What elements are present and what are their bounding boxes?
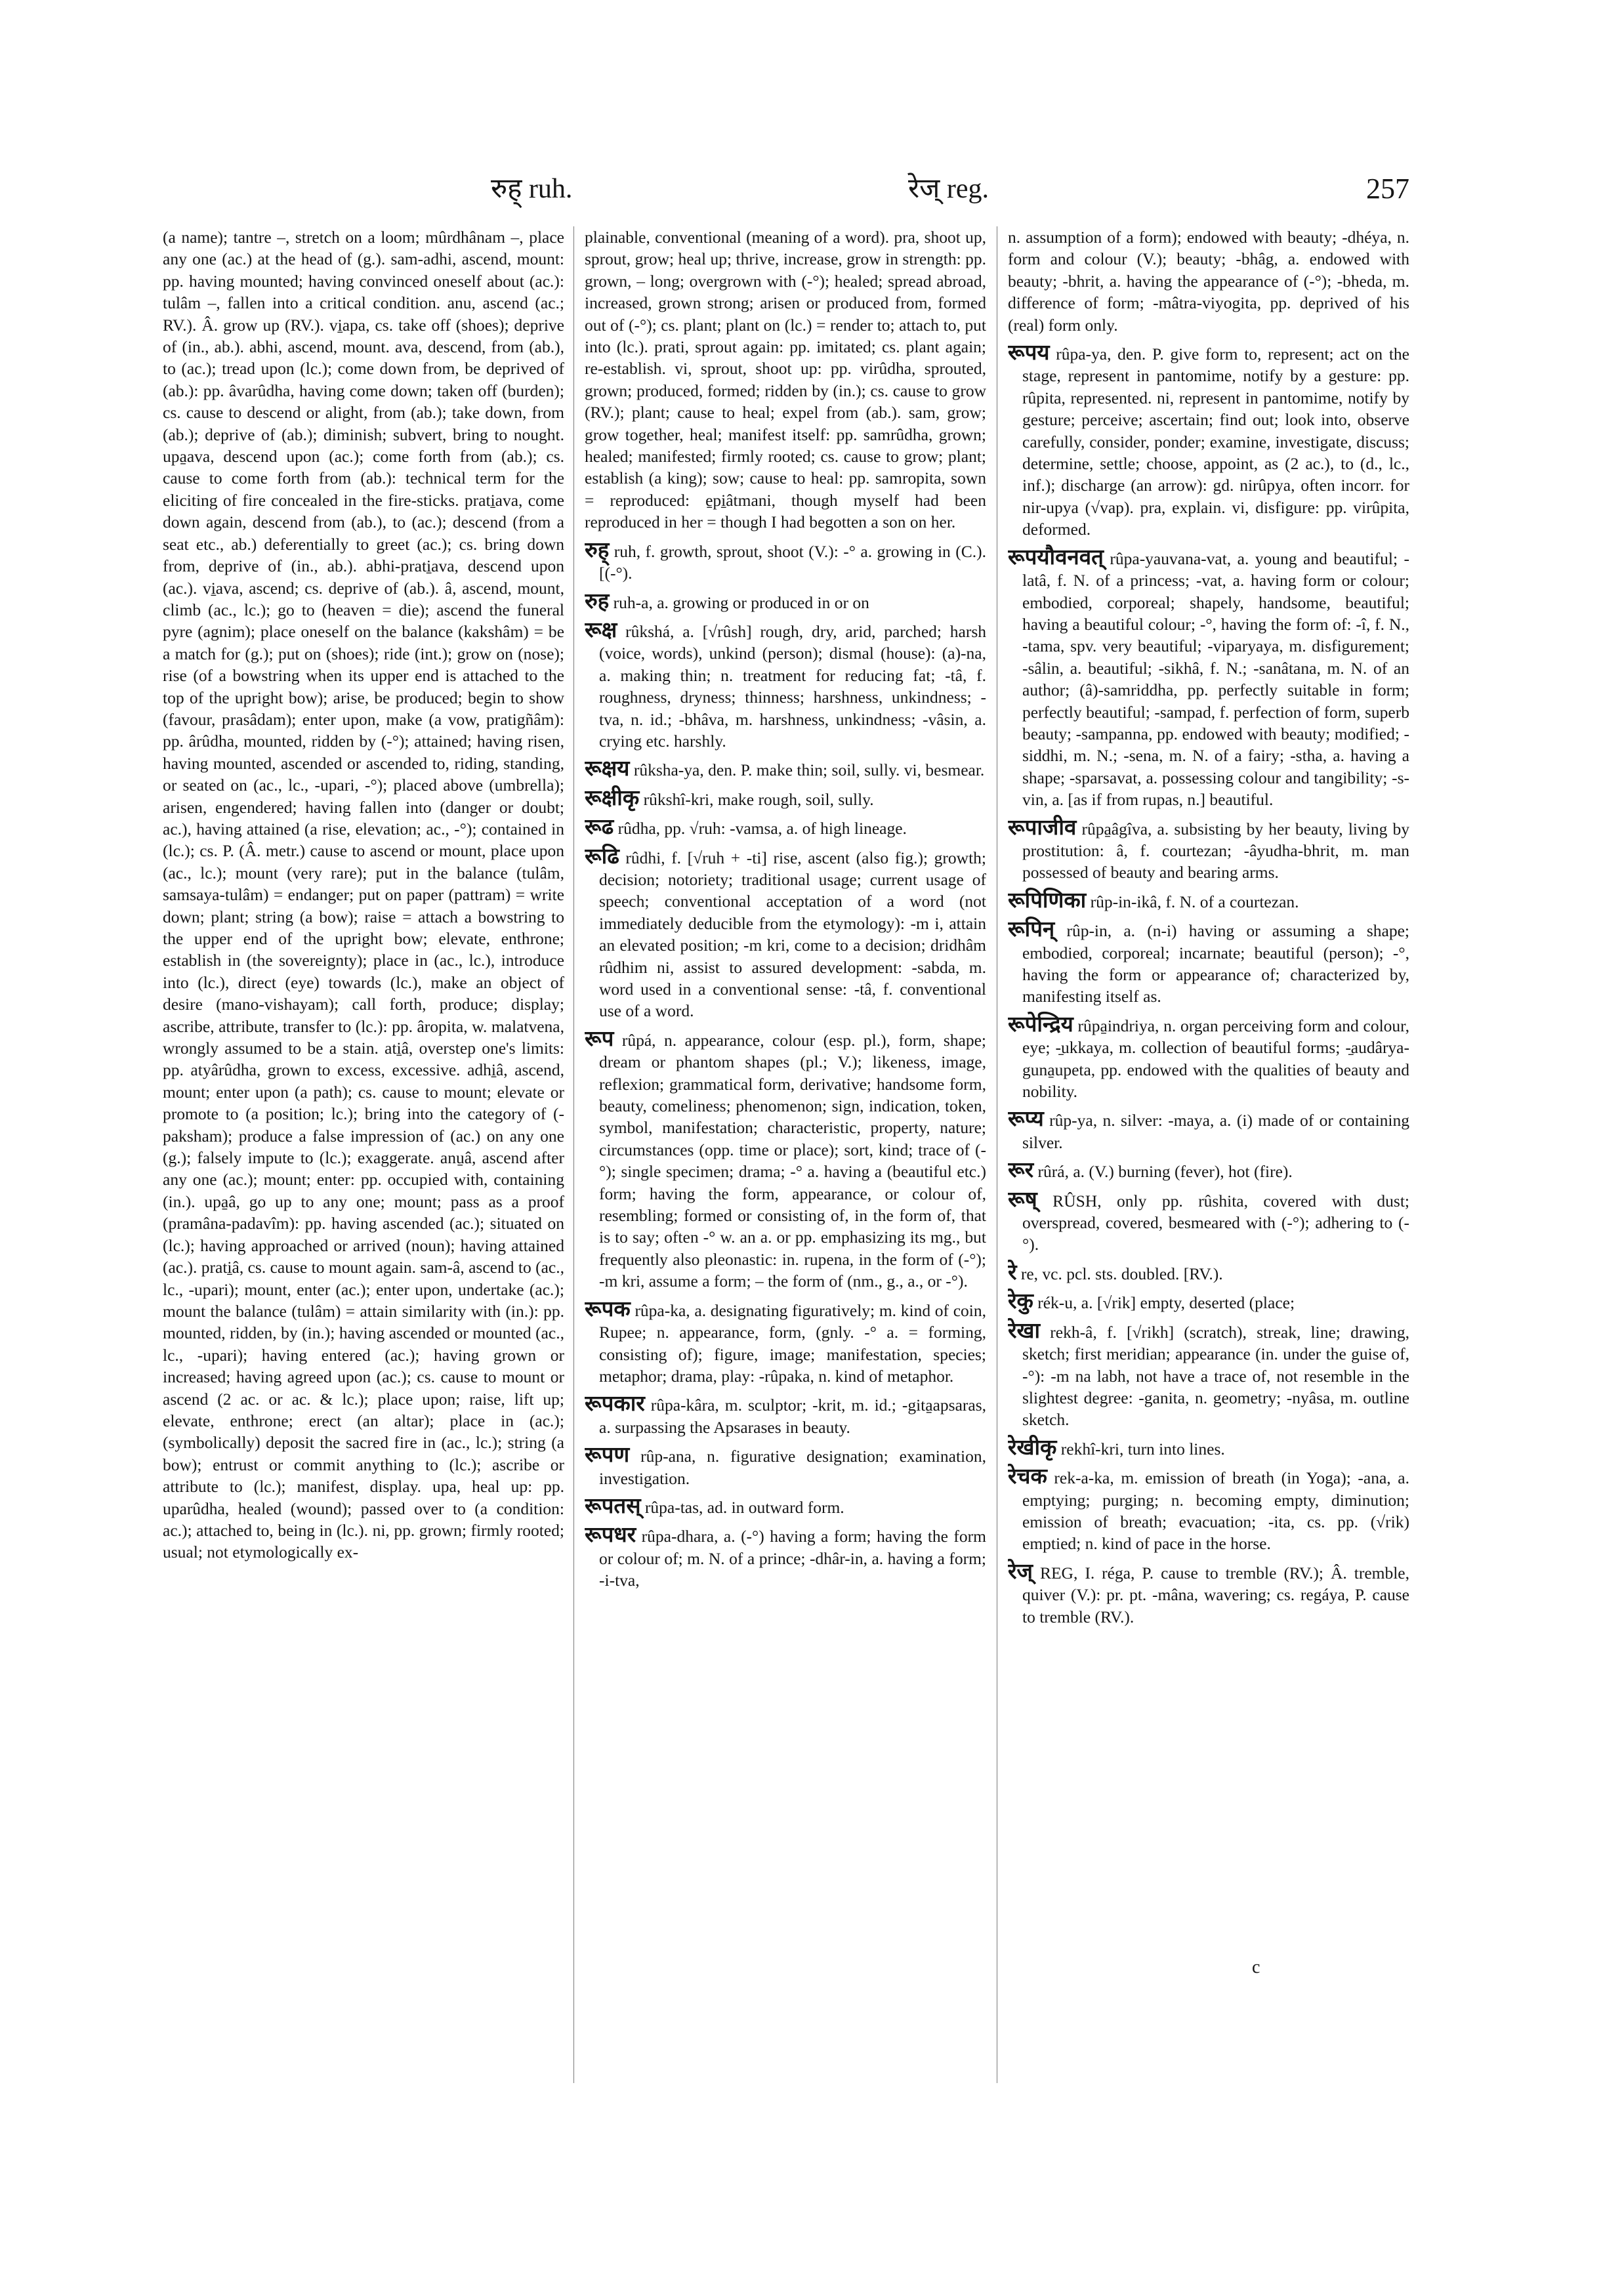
- entry-headword: रूष्: [1008, 1188, 1037, 1212]
- dictionary-entry: [1008, 1291, 1409, 1313]
- entry-text: REG, I. réga, P. cause to tremble (RV.); Â. tremble, quiver (V.): pr. pt. -mâna, wavering; cs. regáya, P. cause to tremble (RV.).: [1022, 1563, 1409, 1626]
- entry-text: RÛSH, only pp. rûshita, covered with dust; overspread, covered, besmeared with (-°); adhering to (-°).: [1022, 1191, 1409, 1254]
- dictionary-entry: [585, 1445, 986, 1489]
- signature-mark: c: [1252, 1957, 1260, 1977]
- dictionary-entry: [1008, 1160, 1409, 1182]
- entry-text: re, vc. pcl. sts. doubled. [RV.).: [1016, 1264, 1223, 1283]
- entry-text: rûpa-yauvana-vat, a. young and beautiful; -latâ, f. N. of a princess; -vat, a. having form or colour; embodied, corporeal; shapely, handsome, beautiful; having a beautiful colour; -°, having the form of: -î, f. N., -tama, spv. very beautiful; -viparyaya, m. disfigurement; -sâlin, a. beautiful; -sikhâ, f. N.; -sanâtana, m. N. of an author; (â)-samriddha, pp. perfectly suitable in form; perfectly beautiful; -sampad, f. perfection of form, superb beauty; -sampanna, pp. endowed with beauty; modified; -siddhi, m. N.; -sena, m. N. of a fairy; -stha, a. having a shape; -sparsavat, a. possessing colour and tangibility; -s-vin, a. [as if from rupas, n.] beautiful.: [1022, 548, 1409, 810]
- entry-text: rûdhi, f. [√ruh + -ti] rise, ascent (also fig.); growth; decision; notoriety; traditional usage; current usage of speech; conventional acceptation of a word (not immediately deducible from the etymology): -m i, attain an elevated position; -m kri, come to a decision; dridhâm rûdhim ni, assist to assured development: -sabda, m. word used in a conventional sense: -tâ, f. conventional use of a word.: [599, 848, 986, 1021]
- entry-text: rûpa̱indriya, n. organ perceiving form and colour, eye; -̱ukkaya, m. collection of beautiful forms; -̱audârya-guna̱upeta, pp. endowed with the qualities of beauty and nobility.: [1022, 1016, 1409, 1102]
- page-header: [163, 169, 1409, 228]
- entry-text: rûpa̱âgîva, a. subsisting by her beauty, living by prostitution: â, f. courtezan; -âyudha-bhrit, m. man possessed of beauty and bearing arms.: [1022, 819, 1409, 882]
- entry-headword: रूपय: [1008, 341, 1050, 365]
- entry-headword: रुह्: [585, 538, 610, 562]
- dictionary-entry: [585, 591, 986, 613]
- dictionary-entry: [585, 1299, 986, 1388]
- entry-text: ruh-a, a. growing or produced in or on: [609, 592, 869, 612]
- entry-text: rûpá, n. appearance, colour (esp. pl.), form, shape; dream or phantom shapes (pl.; V.); likeness, image, reflexion; grammatical form, derivative; handsome form, beauty, comeliness; phenomenon; sign, indication, token, symbol, manifestation; characteristic, property, nature; circumstances (opp. time or place); sort, kind; trace of (-°); single specimen; drama; -° a. having a (beautiful etc.) form; having the form, appearance, or colour of, resembling; formed or consisting of, in the form of, that is to say; often -° w. an a. or pp. emphasizing its mg., but frequently also pleonastic: in. rupena, in the form of (-°); -m kri, assume a form; – the form of (nm., g., a., or -°).: [599, 1030, 986, 1291]
- dictionary-entry: [1008, 1466, 1409, 1555]
- entry-headword: रेखीकृ: [1008, 1436, 1057, 1460]
- entry-headword: रे: [1008, 1260, 1017, 1285]
- column-1: [163, 226, 564, 2083]
- entry-text: rûpa-tas, ad. in outward form.: [640, 1497, 844, 1517]
- entry-headword: रूर: [1008, 1159, 1034, 1183]
- entry-text: rûkshá, a. [√rûsh] rough, dry, arid, parched; harsh (voice, words), unkind (person); dismal (house): (a)-na, a. making thin; n. treatment for reducing fat; -tâ, f. roughness, dryness; thinness; harshness, unkindness; -tva, n. id.; -bhâva, m. harshness, unkindness; -vâsin, a. crying etc. harshly.: [599, 621, 986, 751]
- entry-headword: रूपेन्द्रिय: [1008, 1012, 1073, 1037]
- dictionary-entry: [1008, 1437, 1409, 1460]
- dictionary-entry: [585, 540, 986, 585]
- entry-headword: रूपिणिका: [1008, 888, 1087, 913]
- page-number: 257: [1366, 173, 1409, 205]
- dictionary-entry: [1008, 919, 1409, 1008]
- dictionary-entry: [1008, 1321, 1409, 1431]
- dictionary-entry: [585, 1525, 986, 1591]
- entry-text: rûp-ya, n. silver: -maya, a. (i) made of or containing silver.: [1022, 1111, 1409, 1152]
- entry-headword: रूप: [585, 1027, 614, 1051]
- entry-headword: रूपण: [585, 1443, 630, 1468]
- dictionary-entry: [1008, 1014, 1409, 1103]
- entry-headword: रूप्य: [1008, 1107, 1044, 1132]
- entry-text: rûpa-ka, a. designating figuratively; m. kind of coin, Rupee; n. appearance, form, (gnly. -° a. = forming, consisting of); figure, image; manifestation, species; metaphor; drama, play: -rûpaka, n. kind of metaphor.: [599, 1300, 986, 1386]
- entry-continuation: n. assumption of a form); endowed with beauty; -dhéya, n. form and colour (V.); beauty; -bhâg, a. endowed with beauty; -bhrit, a. having the appearance of (-°); -bheda, m. difference of form; -mâtra-viyogita, pp. deprived of his (real) form only.: [1008, 228, 1409, 335]
- entry-text: rûpa-dhara, a. (-°) having a form; having the form or colour of; m. N. of a prince; -dhâr-in, a. having a form; -i-tva,: [599, 1527, 986, 1590]
- entry-text: rûksha-ya, den. P. make thin; soil, sully. vi, besmear.: [629, 760, 985, 780]
- dictionary-entry: [585, 1496, 986, 1518]
- dictionary-entry: [1008, 1109, 1409, 1153]
- entry-headword: रूढ: [585, 816, 614, 840]
- entry-text: rûp-in, a. (n-i) having or assuming a shape; embodied, corporeal; incarnate; beautiful (person); -°, having the form or appearance of; characterized by, manifesting itself as.: [1022, 921, 1409, 1006]
- entry-headword: रूक्ष: [585, 618, 617, 642]
- entry-headword: रूपतस्: [585, 1494, 641, 1518]
- entry-text: rék-u, a. [√rik] empty, deserted (place;: [1033, 1293, 1295, 1313]
- entry-text: rûpa-ya, den. P. give form to, represent; act on the stage, represent in pantomime, notify by a gesture: pp. rûpita, represented. ni, represent in pantomime, notify by gesture; perceive; ascertain; find out; look into, observe carefully, consider, ponder; examine, investigate, discuss; determine, settle; choose, appoint, as (2 ac.), to (d., lc., inf.); discharge (an arrow): gd. nirûpya, often incorr. for nir-upya (√vap). pra, explain. vi, disfigure: pp. virûpita, deformed.: [1022, 344, 1409, 539]
- running-head-left: रुह् ruh.: [491, 174, 573, 204]
- entry-continuation: (a name); tantre –, stretch on a loom; mûrdhânam –, place any one (ac.) at the head of (g.). sam-adhi, ascend, mount: pp. having mounted; having convinced oneself about (ac.): tulâm –, fallen into a critical condition. anu, ascend (ac.; RV.). Â. grow up (RV.). vi̱apa, cs. take off (shoes); deprive of (in., ab.). abhi, ascend, mount. ava, descend, from (ab.), to (ac.); tread upon (lc.); come down from, be deprived of (ab.): pp. âvarûdha, having come down; taken off (burden); cs. cause to descend or alight, from (ab.); take down, from (ab.); deprive of (ab.); diminish; subvert, bring to nought. upa̱ava, descend upon (ac.); come forth from (ab.); cs. cause to come forth from (ab.): technical term for the eliciting of fire concealed in the fire-sticks. prati̱ava, come down again, descend from (ab.), to (ac.); descend (from a seat etc., ab.) deferentially to greet (ac.); cs. bring down from, deprive of (in., ab.). abhi-prati̱ava, descend upon (ac.). vi̱ava, ascend; cs. deprive of (ab.). â, ascend, mount, climb (ac., lc.); go to (heaven = die); ascend the funeral pyre (agnim); place oneself on the balance (kakshâm) = be a match for (g.); put on (shoes); ride (int.); grow on (nose); rise (of a bowstring when its upper end is attached to the top of the upright bow); arise, be produced; begin to show (favour, prasâdam); enter upon, make (a vow, pratigñâm): pp. ârûdha, mounted, ridden by (-°); attained; having risen, having mounted, ascended or ascended to, riding, standing, or seated on (ac., lc., -upari, -°); placed above (umbrella); arisen, engendered; having fallen into (danger or doubt; ac.), having attained (a rise, elevation; ac., -°); contained in (lc.); cs. P. (Â. metr.) cause to ascend or mount, place upon (ac., lc.); mount (very rare); put in the balance (tulâm, samsaya-tulâm) = endanger; put on paper (pattram) = write down; plant; string (a bow); raise = attach a bowstring to the upper end of the upright bow; elevate, enthrone; establish in (the sovereignty); place in (ac., lc.), introduce into (lc.), direct (eye) towards (lc.), make an object of desire (mano-vishayam); call forth, produce; display; ascribe, attribute, transfer to (lc.): pp. âropita, w. malatvena, wrongly assumed to be a stain. ati̱â, overstep one's limits: pp. atyârûdha, grown to excess, excessive. adhi̱â, ascend, mount; enter upon (a path); cs. cause to mount; elevate or promote to (a position; lc.); bring into the category of (-paksham); produce a false impression of (ac.) on any one (g.); falsely impute to (lc.); exaggerate. anu̱â, ascend after any one (ac.); mount; enter: pp. occupied with, containing (in.). upa̱â, go up to any one; mount; pass as a proof (pramâna-padavîm): pp. having ascended (ac.); situated on (lc.); having approached or arrived (noun); having attained (ac.). prati̱â, cs. cause to mount again. sam-â, ascend to (ac., lc., -upari); mount, enter (ac.); enter upon, undertake (ac.); mount the balance (tulâm) = attain similarity with (in.): pp. mounted, ridden, by (in.); having ascended or mounted (ac., lc., -upari); having entered (ac.); having grown or increased; having agreed upon (ac.); cs. cause to mount or ascend (2 ac. or ac. & lc.); place upon; raise, lift up; elevate, enthrone; erect (an altar); place in (ac.); (symbolically) deposit the sacred fire in (ac., lc.); string (a bow); entrust or commit anything to (lc.); ascribe or attribute to (lc.); manifest, display. upa, heal up: pp. uparûdha, healed (wound); passed over to (a condition: ac.); attached to, being in (lc.). ni, pp. grown; firmly rooted; usual; not etymologically ex-: [163, 228, 564, 1562]
- dictionary-entry: [1008, 547, 1409, 811]
- column-2: [585, 226, 986, 2083]
- dictionary-entry: [1008, 817, 1409, 884]
- entry-headword: रूपकार: [585, 1392, 645, 1416]
- dictionary-entry: [1008, 342, 1409, 541]
- entry-headword: रेज्: [1008, 1560, 1033, 1584]
- entry-text: rûp-ana, n. figurative designation; examination, investigation.: [599, 1447, 986, 1488]
- dictionary-entry: [1008, 1262, 1409, 1285]
- entry-headword: रेकु: [1008, 1290, 1033, 1314]
- dictionary-entry: [585, 1029, 986, 1292]
- entry-headword: रुह: [585, 589, 610, 613]
- dictionary-entry: [1008, 890, 1409, 913]
- dictionary-entry: [585, 788, 986, 810]
- entry-headword: रेचक: [1008, 1465, 1047, 1489]
- entry-headword: रूढि: [585, 844, 619, 869]
- entry-text: rûpa-kâra, m. sculptor; -krit, m. id.; -gita̱apsaras, a. surpassing the Apsarases in beauty.: [599, 1396, 986, 1437]
- dictionary-entry: [585, 1394, 986, 1438]
- entry-headword: रूक्षीकृ: [585, 786, 640, 810]
- entry-headword: रूपयौवनवत्: [1008, 545, 1104, 569]
- dictionary-entry: [1008, 1189, 1409, 1256]
- running-head-center: रेज् reg.: [908, 174, 989, 204]
- entry-text: ruh, f. growth, sprout, shoot (V.): -° a. growing in (C.). [(-°).: [599, 541, 986, 583]
- dictionary-entry: [585, 817, 986, 839]
- entry-text: rûp-in-ikâ, f. N. of a courtezan.: [1086, 892, 1299, 911]
- dictionary-entry: [585, 620, 986, 752]
- column-divider: [573, 226, 574, 2083]
- dictionary-entry: [1008, 1561, 1409, 1628]
- entry-headword: रूपक: [585, 1297, 631, 1321]
- entry-headword: रूपिन्: [1008, 918, 1055, 942]
- entry-text: rûrá, a. (V.) burning (fever), hot (fire).: [1033, 1162, 1293, 1182]
- entry-headword: रूक्षय: [585, 757, 630, 781]
- column-3: [1008, 226, 1409, 2083]
- entry-text: rekhî-kri, turn into lines.: [1056, 1439, 1225, 1458]
- entry-text: rekh-â, f. [√rikh] (scratch), streak, line; drawing, sketch; first meridian; appearance (in. under the guise of, -°): -m na labh, not have a trace of, not resemble in the slightest degree: -ganita, n. geometry; -nyâsa, m. outline sketch.: [1022, 1322, 1409, 1430]
- dictionary-entry: [585, 758, 986, 781]
- entry-text: rûkshî-kri, make rough, soil, sully.: [639, 789, 874, 809]
- text-columns: [163, 226, 1409, 2083]
- entry-continuation: plainable, conventional (meaning of a word). pra, shoot up, sprout, grow; heal up; thrive, increase, grow in strength: pp. grown, – long; overgrown with (-°); healed; spread abroad, increased, grown strong; arisen or produced from, formed out of (-°); cs. plant; plant on (lc.) = render to; attach to, put into (lc.). prati, sprout again: pp. imitated; cs. plant again; re-establish. vi, sprout, shoot up: pp. virûdha, sprouted, grown; produced, formed; ridden by (in.); cs. cause to grow (RV.); plant; cause to heal; expel from (ab.). sam, grow; grow together, heal; manifest itself: pp. samrûdha, grown; healed; manifested; firmly rooted; cs. cause to grow; plant; establish (a king); sow; cause to heal: pp. samropita, sown = reproduced: e̱pi̱âtmani, though myself had been reproduced in her = though I had begotten a son on her.: [585, 228, 986, 532]
- entry-text: rûdha, pp. √ruh: -vamsa, a. of high lineage.: [614, 819, 907, 838]
- entry-headword: रूपाजीव: [1008, 816, 1077, 840]
- entry-headword: रेखा: [1008, 1319, 1041, 1343]
- entry-text: rek-a-ka, m. emission of breath (in Yoga); -ana, a. emptying; purging; n. becoming empty, diminution; emission of breath; evacuation; -ita, cs. pp. (√rik) emptied; n. kind of pace in the horse.: [1022, 1468, 1409, 1554]
- entry-headword: रूपधर: [585, 1523, 636, 1548]
- dictionary-entry: [585, 846, 986, 1022]
